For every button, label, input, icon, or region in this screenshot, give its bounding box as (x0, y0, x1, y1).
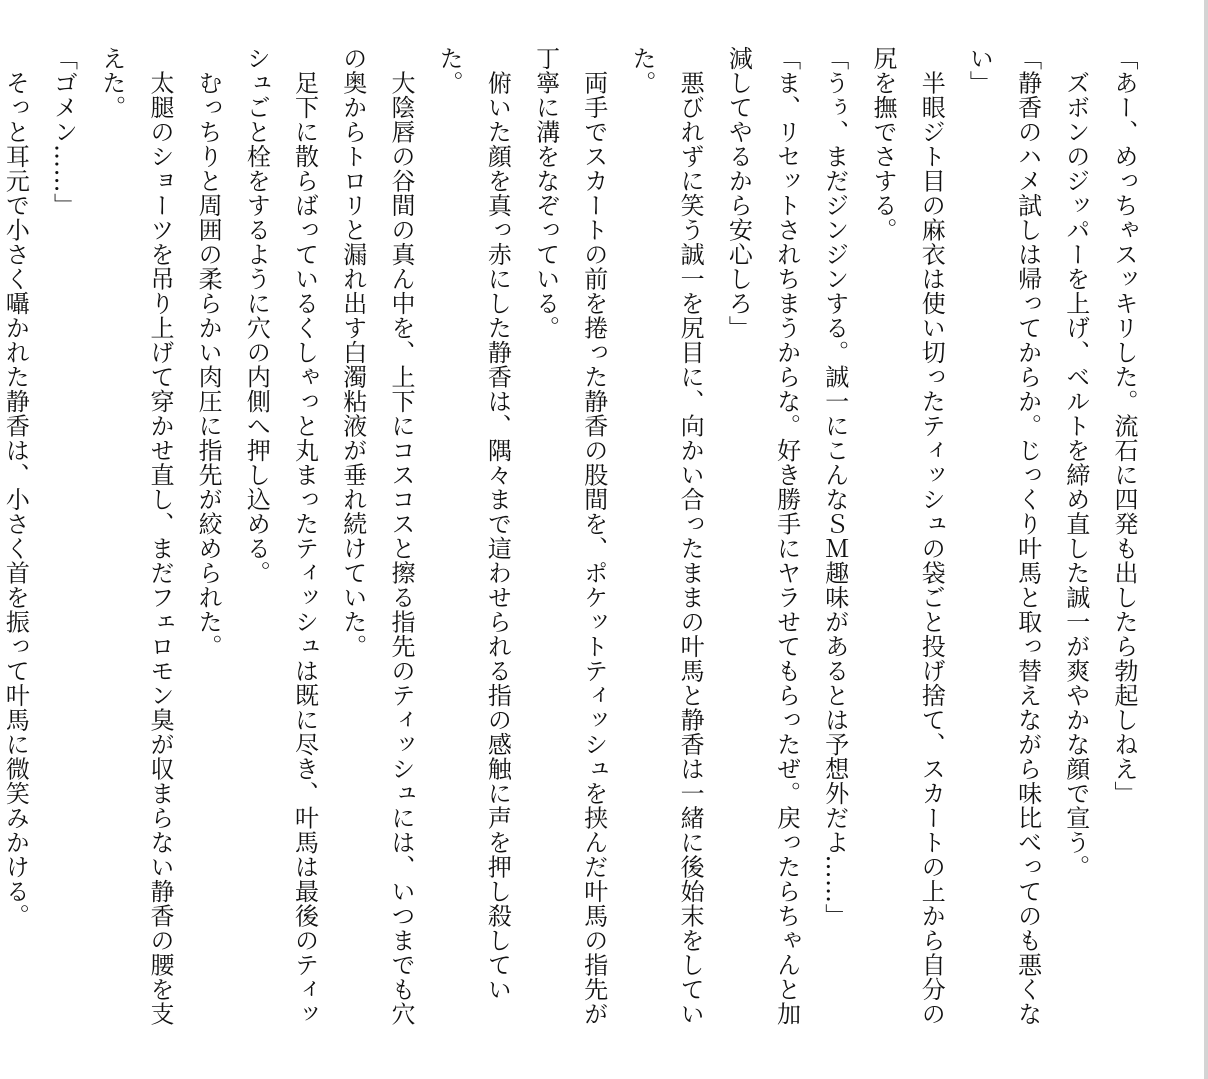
paragraph-line: 「あー、めっちゃスッキリした。流石に四発も出したら勃起しねえ」 (1110, 46, 1138, 806)
paragraph-line: 大陰唇の谷間の真ん中を、上下にコスコスと擦る指先のティッシュには、いつまでも穴の奥からトロリと漏れ出す白濁粘液が垂れ続けていた。 (338, 46, 415, 1026)
paragraph-line: 「ゴメン……」 (49, 46, 78, 218)
paragraph-line: 両手でスカートの前を捲った静香の股間を、ポケットティッシュを挟んだ叶馬の指先が丁寧に溝をなぞっている。 (531, 46, 608, 1026)
paragraph-line: むっちりと周囲の柔らかい肉圧に指先が絞められた。 (194, 46, 223, 659)
vertical-text-body (0, 46, 1148, 1046)
paragraph-line: 俯いた顔を真っ赤にした静香は、隅々まで這わせられる指の感触に声を押し殺していた。 (435, 46, 512, 1002)
paragraph-line: 「うぅ、まだジンジンする。誠一にこんなＳＭ趣味があるとは予想外だよ……」 (820, 46, 849, 928)
paragraph-line: 悪びれずに笑う誠一を尻目に、向かい合ったままの叶馬と静香は一緒に後始末をしていた。 (627, 46, 705, 1026)
paragraph-line: 「静香のハメ試しは帰ってからか。じっくり叶馬と取っ替えながら味比べってのも悪くない」 (965, 46, 1042, 1026)
paragraph-line: ズボンのジッパーを上げ、ベルトを締め直した誠一が爽やかな顔で宣う。 (1061, 46, 1090, 879)
right-edge-rule (1204, 0, 1208, 1079)
paragraph-line: 太腿のショーツを吊り上げて穿かせ直し、まだフェロモン臭が収まらない静香の腰を支えた。 (97, 46, 174, 1026)
paragraph-line: 「ま、リセットされちまうからな。好き勝手にヤラせてもらったぜ。戻ったらちゃんと加減してやるから安心しろ」 (724, 46, 801, 1026)
paragraph-line: そっと耳元で小さく囁かれた静香は、小さく首を振って叶馬に微笑みかける。 (1, 46, 30, 928)
paragraph-line: 足下に散らばっているくしゃっと丸まったティッシュは既に尽き、叶馬は最後のティッシュごと栓をするように穴の内側へ押し込める。 (242, 46, 319, 1026)
paragraph-line: 半眼ジト目の麻衣は使い切ったティッシュの袋ごと投げ捨て、スカートの上から自分の尻を撫でさする。 (868, 46, 946, 1026)
